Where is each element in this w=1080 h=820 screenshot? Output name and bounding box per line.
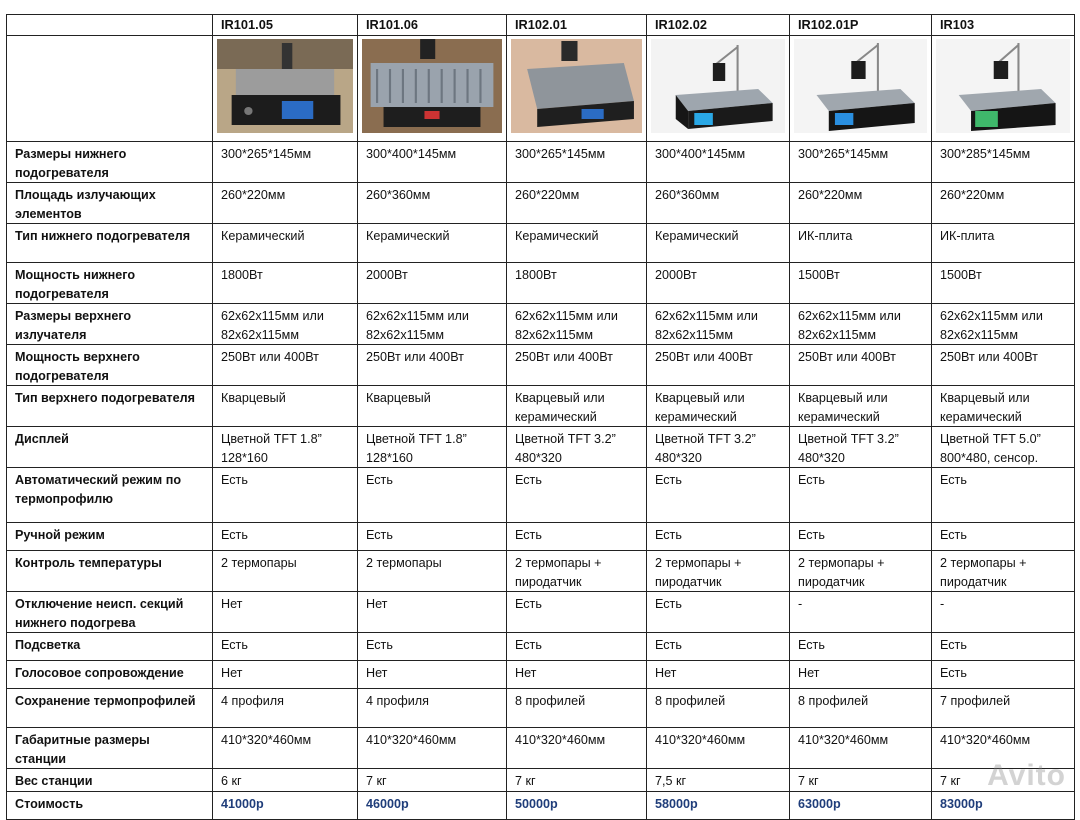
value-cell: 62x62x115мм или 82x62x115мм — [932, 304, 1075, 345]
price-cell: 46000р — [358, 791, 507, 819]
value-cell: 260*360мм — [358, 183, 507, 224]
price-cell: 63000р — [790, 791, 932, 819]
value-cell: 1500Вт — [790, 263, 932, 304]
value-cell: Цветной TFT 1.8” 128*160 — [213, 427, 358, 468]
value-cell: 410*320*460мм — [932, 728, 1075, 769]
value-cell: 250Вт или 400Вт — [213, 345, 358, 386]
price-cell: 50000р — [507, 791, 647, 819]
row-label: Дисплей — [7, 427, 213, 468]
row-label: Размеры нижнего подогревателя — [7, 142, 213, 183]
value-cell: 2 термопары — [213, 551, 358, 592]
value-cell: Кварцевый — [213, 386, 358, 427]
avito-watermark: Avito — [987, 759, 1066, 792]
value-cell: 300*285*145мм — [932, 142, 1075, 183]
value-cell: - — [932, 592, 1075, 633]
row-label: Ручной режим — [7, 523, 213, 551]
value-cell: 410*320*460мм — [790, 728, 932, 769]
table-row — [7, 263, 1075, 304]
row-label: Стоимость — [7, 791, 213, 819]
value-cell: 7 кг — [790, 769, 932, 792]
value-cell: 62x62x115мм или 82x62x115мм — [647, 304, 790, 345]
value-cell: Есть — [358, 468, 507, 523]
value-cell: Цветной TFT 1.8” 128*160 — [358, 427, 507, 468]
row-label: Мощность нижнего подогревателя — [7, 263, 213, 304]
row-label: Габаритные размеры станции — [7, 728, 213, 769]
value-cell: 300*400*145мм — [358, 142, 507, 183]
table-row — [7, 551, 1075, 592]
photo-row — [7, 35, 1075, 142]
value-cell: 7 кг — [932, 769, 1075, 792]
value-cell: Есть — [358, 633, 507, 661]
table-row — [7, 633, 1075, 661]
value-cell: 2 термопары + пиродатчик — [932, 551, 1075, 592]
value-cell: Цветной TFT 3.2” 480*320 — [790, 427, 932, 468]
value-cell: Кварцевый или керамический — [932, 386, 1075, 427]
value-cell: 4 профиля — [213, 689, 358, 728]
table-row — [7, 592, 1075, 633]
value-cell: Есть — [647, 523, 790, 551]
header-model: IR101.06 — [358, 15, 507, 36]
product-photo-ir10201 — [507, 35, 647, 142]
header-row — [7, 15, 1075, 36]
value-cell: 2000Вт — [358, 263, 507, 304]
value-cell: 62x62x115мм или 82x62x115мм — [790, 304, 932, 345]
value-cell: 7 профилей — [932, 689, 1075, 728]
value-cell: Цветной TFT 3.2” 480*320 — [507, 427, 647, 468]
row-label: Площадь излучающих элементов — [7, 183, 213, 224]
comparison-table — [6, 14, 1075, 820]
value-cell: 1800Вт — [507, 263, 647, 304]
value-cell: ИК-плита — [790, 224, 932, 263]
value-cell: Кварцевый или керамический — [507, 386, 647, 427]
value-cell: Керамический — [507, 224, 647, 263]
product-photo-ir10105 — [213, 35, 358, 142]
value-cell: Цветной TFT 3.2” 480*320 — [647, 427, 790, 468]
header-model: IR102.02 — [647, 15, 790, 36]
table-row — [7, 142, 1075, 183]
value-cell: 7,5 кг — [647, 769, 790, 792]
value-cell: 250Вт или 400Вт — [790, 345, 932, 386]
value-cell: Нет — [647, 661, 790, 689]
value-cell: Керамический — [213, 224, 358, 263]
value-cell: Есть — [213, 633, 358, 661]
value-cell: 300*265*145мм — [507, 142, 647, 183]
value-cell: Есть — [932, 523, 1075, 551]
value-cell: - — [790, 592, 932, 633]
price-cell: 58000р — [647, 791, 790, 819]
value-cell: Есть — [647, 633, 790, 661]
value-cell: 1800Вт — [213, 263, 358, 304]
value-cell: Нет — [213, 661, 358, 689]
value-cell: Есть — [932, 633, 1075, 661]
table-row — [7, 791, 1075, 819]
value-cell: Есть — [507, 523, 647, 551]
header-model: IR102.01 — [507, 15, 647, 36]
value-cell: ИК-плита — [932, 224, 1075, 263]
row-label: Мощность верхнего подогревателя — [7, 345, 213, 386]
value-cell: 1500Вт — [932, 263, 1075, 304]
value-cell: Есть — [790, 468, 932, 523]
value-cell: 410*320*460мм — [647, 728, 790, 769]
value-cell: Нет — [358, 661, 507, 689]
value-cell: 410*320*460мм — [213, 728, 358, 769]
value-cell: 62x62x115мм или 82x62x115мм — [213, 304, 358, 345]
value-cell: Керамический — [358, 224, 507, 263]
value-cell: Нет — [213, 592, 358, 633]
value-cell: 260*220мм — [932, 183, 1075, 224]
value-cell: Есть — [932, 468, 1075, 523]
value-cell: Кварцевый или керамический — [790, 386, 932, 427]
value-cell: 260*220мм — [213, 183, 358, 224]
value-cell: 300*400*145мм — [647, 142, 790, 183]
header-model: IR103 — [932, 15, 1075, 36]
table-row — [7, 386, 1075, 427]
value-cell: 2 термопары — [358, 551, 507, 592]
value-cell: Керамический — [647, 224, 790, 263]
table-row — [7, 468, 1075, 523]
value-cell: 6 кг — [213, 769, 358, 792]
table-row — [7, 345, 1075, 386]
value-cell: Кварцевый или керамический — [647, 386, 790, 427]
value-cell: 62x62x115мм или 82x62x115мм — [358, 304, 507, 345]
value-cell: Есть — [507, 468, 647, 523]
value-cell: 2 термопары + пиродатчик — [647, 551, 790, 592]
photo-row-label — [7, 35, 213, 142]
value-cell: 2000Вт — [647, 263, 790, 304]
table-row — [7, 689, 1075, 728]
value-cell: Есть — [213, 523, 358, 551]
value-cell: 250Вт или 400Вт — [932, 345, 1075, 386]
row-label: Контроль температуры — [7, 551, 213, 592]
table-row — [7, 728, 1075, 769]
value-cell: Есть — [507, 592, 647, 633]
row-label: Тип верхнего подогревателя — [7, 386, 213, 427]
table-row — [7, 224, 1075, 263]
table-row — [7, 304, 1075, 345]
value-cell: 62x62x115мм или 82x62x115мм — [507, 304, 647, 345]
value-cell: 300*265*145мм — [213, 142, 358, 183]
value-cell: 2 термопары + пиродатчик — [507, 551, 647, 592]
value-cell: 410*320*460мм — [507, 728, 647, 769]
value-cell: Цветной TFT 5.0” 800*480, сенсор. — [932, 427, 1075, 468]
value-cell: Нет — [507, 661, 647, 689]
value-cell: 8 профилей — [790, 689, 932, 728]
value-cell: 260*220мм — [790, 183, 932, 224]
value-cell: Нет — [358, 592, 507, 633]
product-photo-ir10201p — [790, 35, 932, 142]
value-cell: Есть — [647, 468, 790, 523]
header-model: IR102.01P — [790, 15, 932, 36]
value-cell: 260*220мм — [507, 183, 647, 224]
value-cell: 250Вт или 400Вт — [358, 345, 507, 386]
value-cell: 250Вт или 400Вт — [647, 345, 790, 386]
value-cell: Есть — [647, 592, 790, 633]
product-photo-ir10202 — [647, 35, 790, 142]
row-label: Сохранение термопрофилей — [7, 689, 213, 728]
row-label: Подсветка — [7, 633, 213, 661]
value-cell: 410*320*460мм — [358, 728, 507, 769]
row-label: Тип нижнего подогревателя — [7, 224, 213, 263]
value-cell: Нет — [790, 661, 932, 689]
table-row — [7, 183, 1075, 224]
value-cell: 7 кг — [507, 769, 647, 792]
row-label: Автоматический режим по термопрофилю — [7, 468, 213, 523]
value-cell: Есть — [790, 523, 932, 551]
value-cell: Кварцевый — [358, 386, 507, 427]
value-cell: 8 профилей — [647, 689, 790, 728]
value-cell: 300*265*145мм — [790, 142, 932, 183]
table-row — [7, 427, 1075, 468]
table-row — [7, 523, 1075, 551]
row-label: Отключение неисп. секций нижнего подогрева — [7, 592, 213, 633]
value-cell: 2 термопары + пиродатчик — [790, 551, 932, 592]
header-cell-empty — [7, 15, 213, 36]
price-cell: 83000р — [932, 791, 1075, 819]
table-row — [7, 661, 1075, 689]
value-cell: 7 кг — [358, 769, 507, 792]
value-cell: 8 профилей — [507, 689, 647, 728]
value-cell: Есть — [932, 661, 1075, 689]
value-cell: Есть — [790, 633, 932, 661]
value-cell: 260*360мм — [647, 183, 790, 224]
product-photo-ir103 — [932, 35, 1075, 142]
value-cell: Есть — [507, 633, 647, 661]
row-label: Голосовое сопровождение — [7, 661, 213, 689]
product-photo-ir10106 — [358, 35, 507, 142]
value-cell: 4 профиля — [358, 689, 507, 728]
price-cell: 41000р — [213, 791, 358, 819]
row-label: Размеры верхнего излучателя — [7, 304, 213, 345]
table-row — [7, 769, 1075, 792]
header-model: IR101.05 — [213, 15, 358, 36]
row-label: Вес станции — [7, 769, 213, 792]
value-cell: Есть — [213, 468, 358, 523]
value-cell: Есть — [358, 523, 507, 551]
value-cell: 250Вт или 400Вт — [507, 345, 647, 386]
